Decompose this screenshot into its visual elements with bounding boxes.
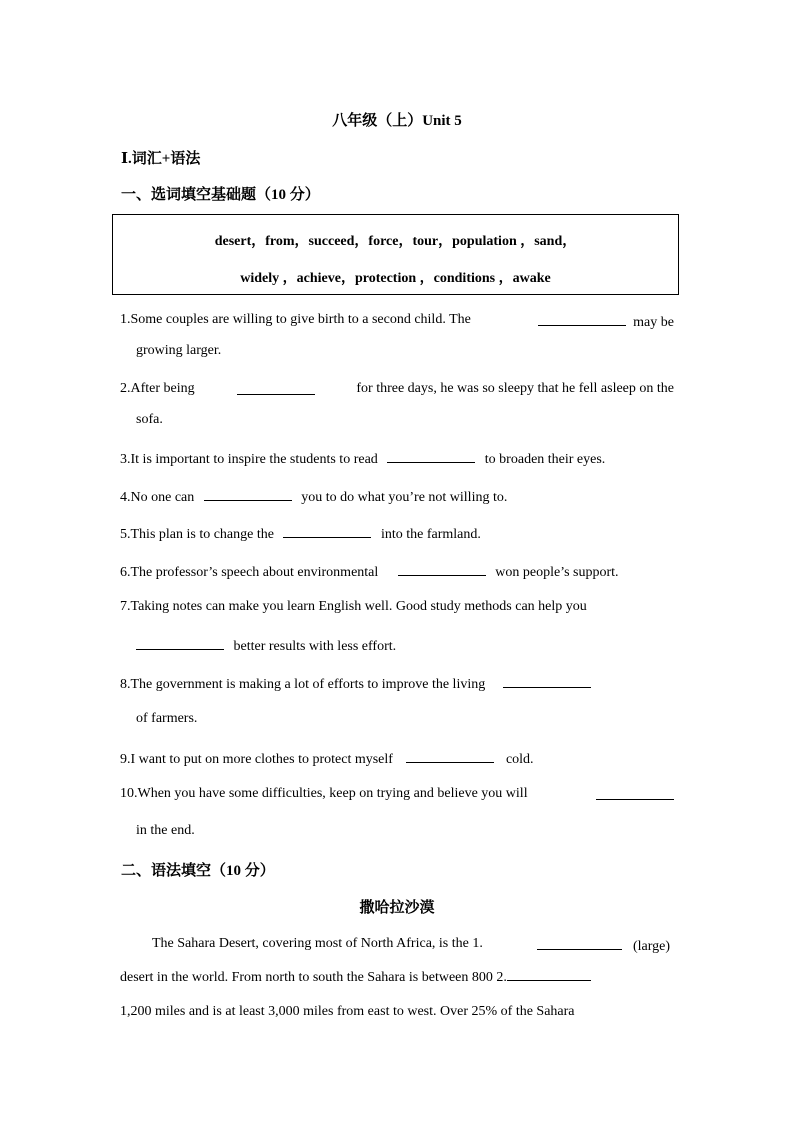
question-text: cold. <box>505 752 534 767</box>
question-5 <box>120 523 481 544</box>
passage-line-1 <box>152 935 670 956</box>
question-text: 4.No one can <box>120 490 195 505</box>
passage-text: desert in the world. From north to south the Sahara is between 800 2. <box>120 970 507 985</box>
answer-blank[interactable] <box>398 561 486 576</box>
question-text: 8.The government is making a lot of efforts to improve the living <box>120 677 486 692</box>
question-7-cont <box>136 635 396 656</box>
question-9 <box>120 748 534 769</box>
question-text: better results with less effort. <box>233 639 397 654</box>
answer-blank[interactable] <box>507 966 591 981</box>
question-10-cont: in the end. <box>136 823 195 838</box>
question-text: into the farmland. <box>380 527 481 542</box>
answer-blank[interactable] <box>204 486 292 501</box>
question-text: 10.When you have some difficulties, keep on trying and believe you will <box>120 786 528 801</box>
question-10 <box>120 785 674 803</box>
question-2-cont: sofa. <box>136 412 163 427</box>
question-2 <box>120 380 674 398</box>
question-8 <box>120 673 591 694</box>
question-6 <box>120 561 619 582</box>
question-text: 1.Some couples are willing to give birth to a second child. The <box>120 312 471 327</box>
answer-blank[interactable] <box>503 673 591 688</box>
passage-line-3 <box>120 1003 671 1021</box>
question-text: 3.It is important to inspire the students to read <box>120 452 378 467</box>
question-text: for three days, he was so sleepy that he fell asleep on the <box>356 381 674 396</box>
question-text: to broaden their eyes. <box>484 452 606 467</box>
answer-blank[interactable] <box>387 448 475 463</box>
answer-blank[interactable] <box>283 523 371 538</box>
question-text: 9.I want to put on more clothes to protect myself <box>120 752 393 767</box>
question-text: won people’s support. <box>495 565 619 580</box>
passage-line-2 <box>120 966 591 987</box>
passage-title: 撒哈拉沙漠 <box>359 900 435 916</box>
answer-blank[interactable] <box>538 311 626 326</box>
question-1 <box>120 311 674 332</box>
answer-blank[interactable] <box>406 748 494 763</box>
question-8-cont: of farmers. <box>136 711 198 726</box>
question-7 <box>120 598 654 616</box>
page-title: 八年级（上）Unit 5 <box>332 113 462 129</box>
question-text: you to do what you’re not willing to. <box>301 490 508 505</box>
question-1-cont: growing larger. <box>136 343 222 358</box>
section-heading: Ⅰ.词汇+语法 <box>121 151 201 167</box>
passage-text: The Sahara Desert, covering most of North Africa, is the 1. <box>152 936 483 951</box>
passage-text: 1,200 miles and is at least 3,000 miles from east to west. Over 25% of the Sahara <box>120 1004 575 1019</box>
passage-text: (large) <box>632 939 670 954</box>
question-text: 5.This plan is to change the <box>120 527 274 542</box>
word-bank-box <box>112 214 679 295</box>
answer-blank[interactable] <box>537 935 622 950</box>
answer-blank[interactable] <box>136 635 224 650</box>
answer-blank[interactable] <box>596 785 674 800</box>
question-text: 7.Taking notes can make you learn English well. Good study methods can help you <box>120 599 587 614</box>
question-text: 6.The professor’s speech about environmental <box>120 565 379 580</box>
question-text: 2.After being <box>120 381 195 396</box>
part1-heading: 一、选词填空基础题（10 分） <box>121 187 320 203</box>
answer-blank[interactable] <box>237 380 315 395</box>
word-bank-row-1: desert，from，succeed，force，tour，population ，sand， <box>214 234 577 249</box>
question-4 <box>120 486 507 507</box>
question-text: may be <box>633 315 674 330</box>
word-bank-row-2: widely ，achieve，protection ，conditions ，awake <box>240 271 551 286</box>
part2-heading: 二、语法填空（10 分） <box>121 863 275 879</box>
question-3 <box>120 448 605 469</box>
